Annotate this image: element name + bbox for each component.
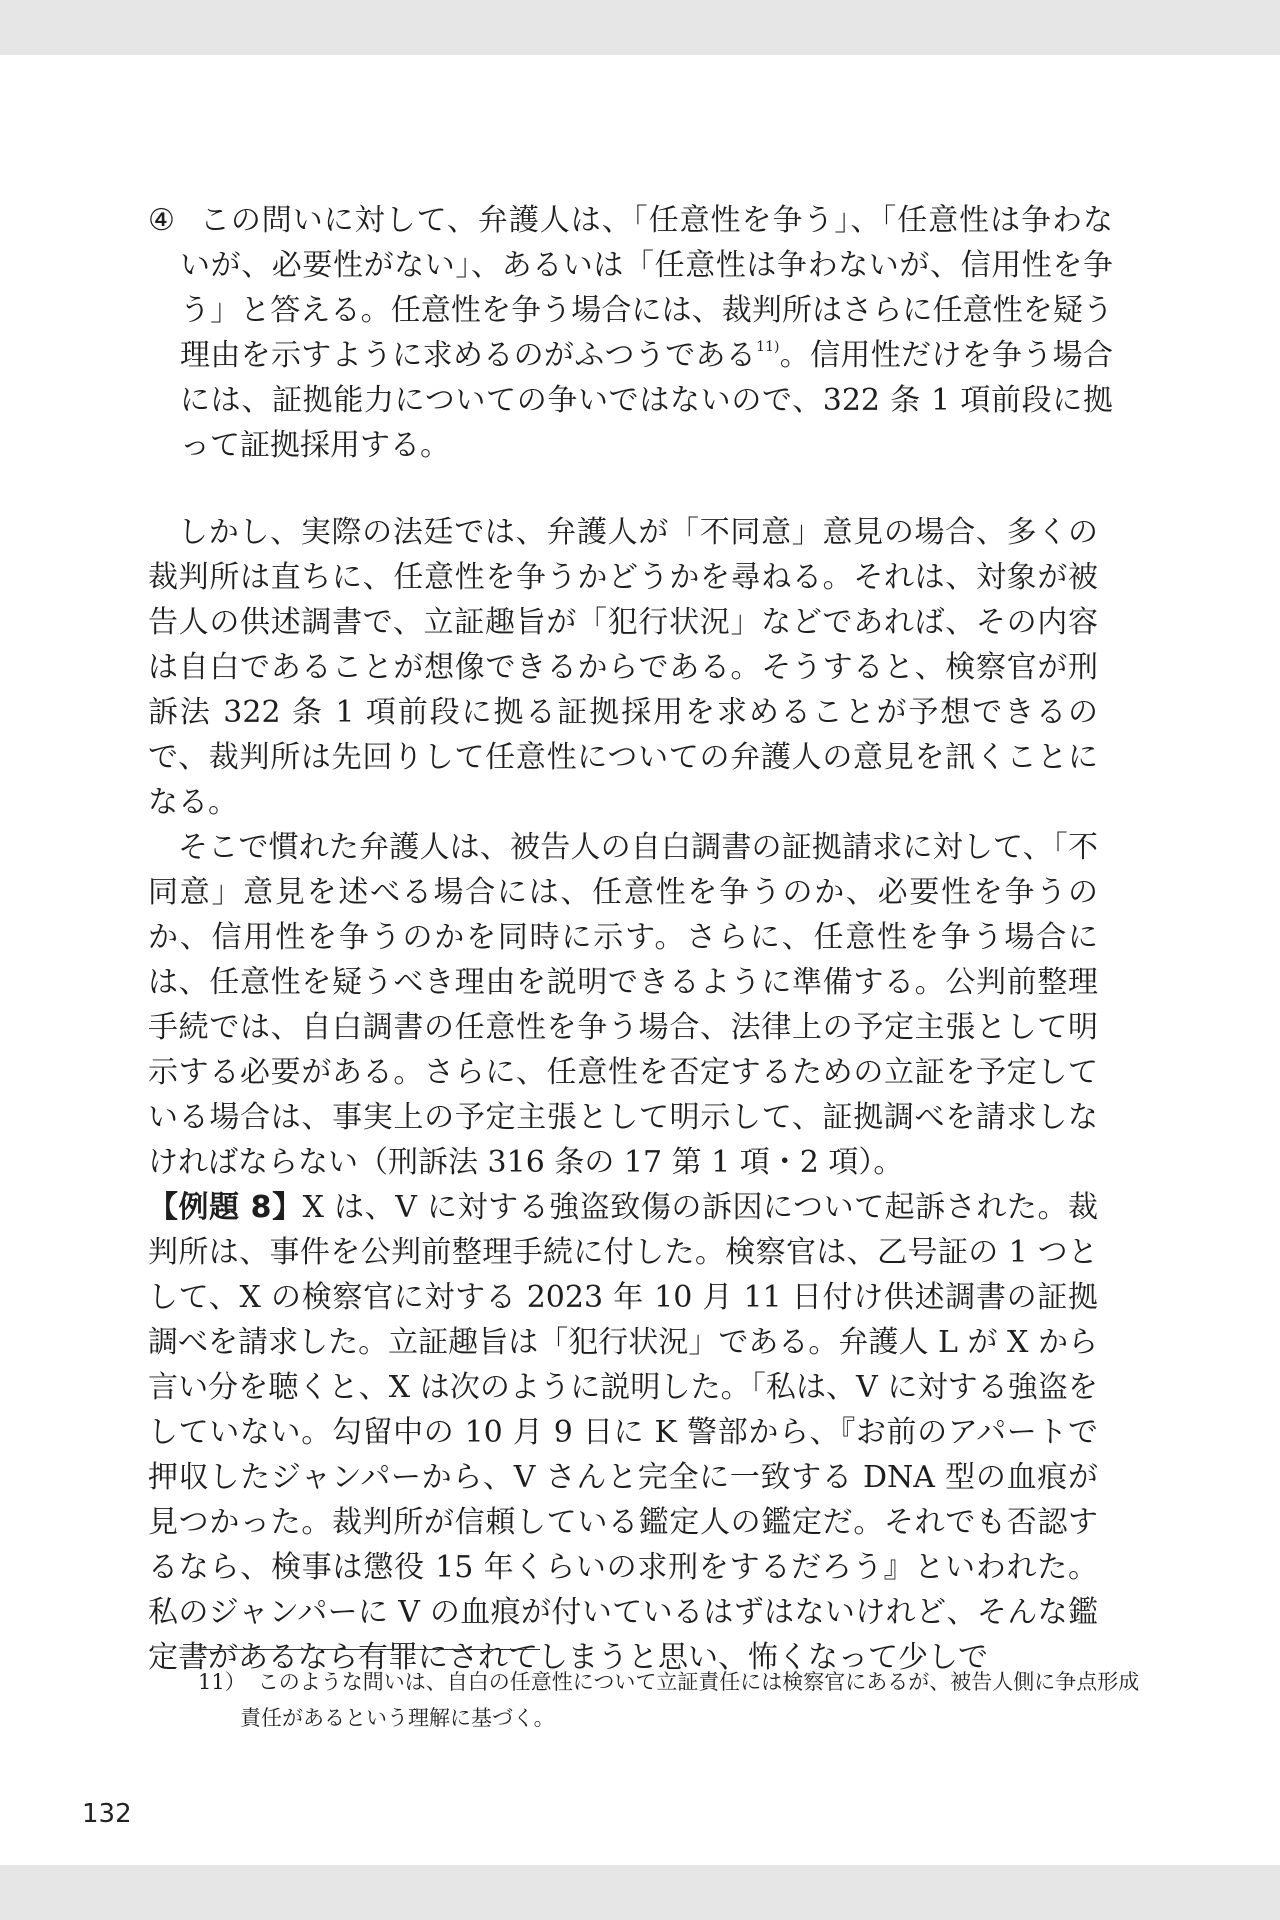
footnote-text: このような問いは、自白の任意性について立証責任には検察官にあるが、被告人側に争点形成責任があるという理解に基づく。 [240, 1670, 1140, 1730]
example-label: 【例題 8】 [148, 1190, 303, 1225]
item-4-text-continued: 。信用性だけを争う場合には、証拠能力についての争いではないので、322 条 1 項前段に拠って証拠採用する。 [180, 338, 1114, 463]
main-text [148, 198, 1114, 1680]
page-number: 132 [82, 1799, 132, 1829]
book-page [0, 55, 1280, 1865]
example-text: X は、V に対する強盗致傷の訴因について起訴された。裁判所は、事件を公判前整理手続に付した。検察官は、乙号証の 1 つとして、X の検察官に対する 2023 年 10 月 11 日付け供述調書の証拠調べを請求した。立証趣旨は「犯行状況」である。弁護人 L が X から言い分を聴くと、X は次のように説明した。「私は、V に対する強盗をしていない。勾留中の 10 月 9 日に K 警部から、『お前のアパートで押収したジャンパーから、V さんと完全に一致する DNA 型の血痕が見つかった。裁判所が信頼している鑑定人の鑑定だ。それでも否認するなら、検事は懲役 15 年くらいの求刑をするだろう』といわれた。私のジャンパーに V の血痕が付いているはずはないけれど、そんな鑑定書があるなら有罪にされてしまうと思い、怖くなって少しで [148, 1190, 1098, 1675]
footnote-reference[interactable]: 11) [756, 339, 780, 355]
item-marker: ④ [148, 203, 176, 238]
paragraph-2: そこで慣れた弁護人は、被告人の自白調書の証拠請求に対して、「不同意」意見を述べる場合には、任意性を争うのか、必要性を争うのか、信用性を争うのかを同時に示す。さらに、任意性を争う場合には、任意性を疑うべき理由を説明できるように準備する。公判前整理手続では、自白調書の任意性を争う場合、法律上の予定主張として明示する必要がある。さらに、任意性を否定するための立証を予定している場合は、事実上の予定主張として明示して、証拠調べを請求しなければならない（刑訴法 316 条の 17 第 1 項・2 項）。 [148, 830, 1098, 1180]
footnote-divider [198, 1649, 540, 1650]
footnote-11 [198, 1664, 1150, 1736]
footnote-number: 11） [198, 1670, 246, 1694]
paragraph-1: しかし、実際の法廷では、弁護人が「不同意」意見の場合、多くの裁判所は直ちに、任意性を争うかどうかを尋ねる。それは、対象が被告人の供述調書で、立証趣旨が「犯行状況」などであれば、その内容は自白であることが想像できるからである。そうすると、検察官が刑訴法 322 条 1 項前段に拠る証拠採用を求めることが予想できるので、裁判所は先回りして任意性についての弁護人の意見を訊くことになる。 [148, 515, 1098, 820]
item-4-text: この問いに対して、弁護人は、「任意性を争う」、「任意性は争わないが、必要性がない」、あるいは「任意性は争わないが、信用性を争う」と答える。任意性を争う場合には、裁判所はさらに任意性を疑う理由を示すように求めるのがふつうである [180, 203, 1113, 373]
item-4-paragraph [148, 198, 1113, 468]
example-8 [148, 1185, 1098, 1680]
